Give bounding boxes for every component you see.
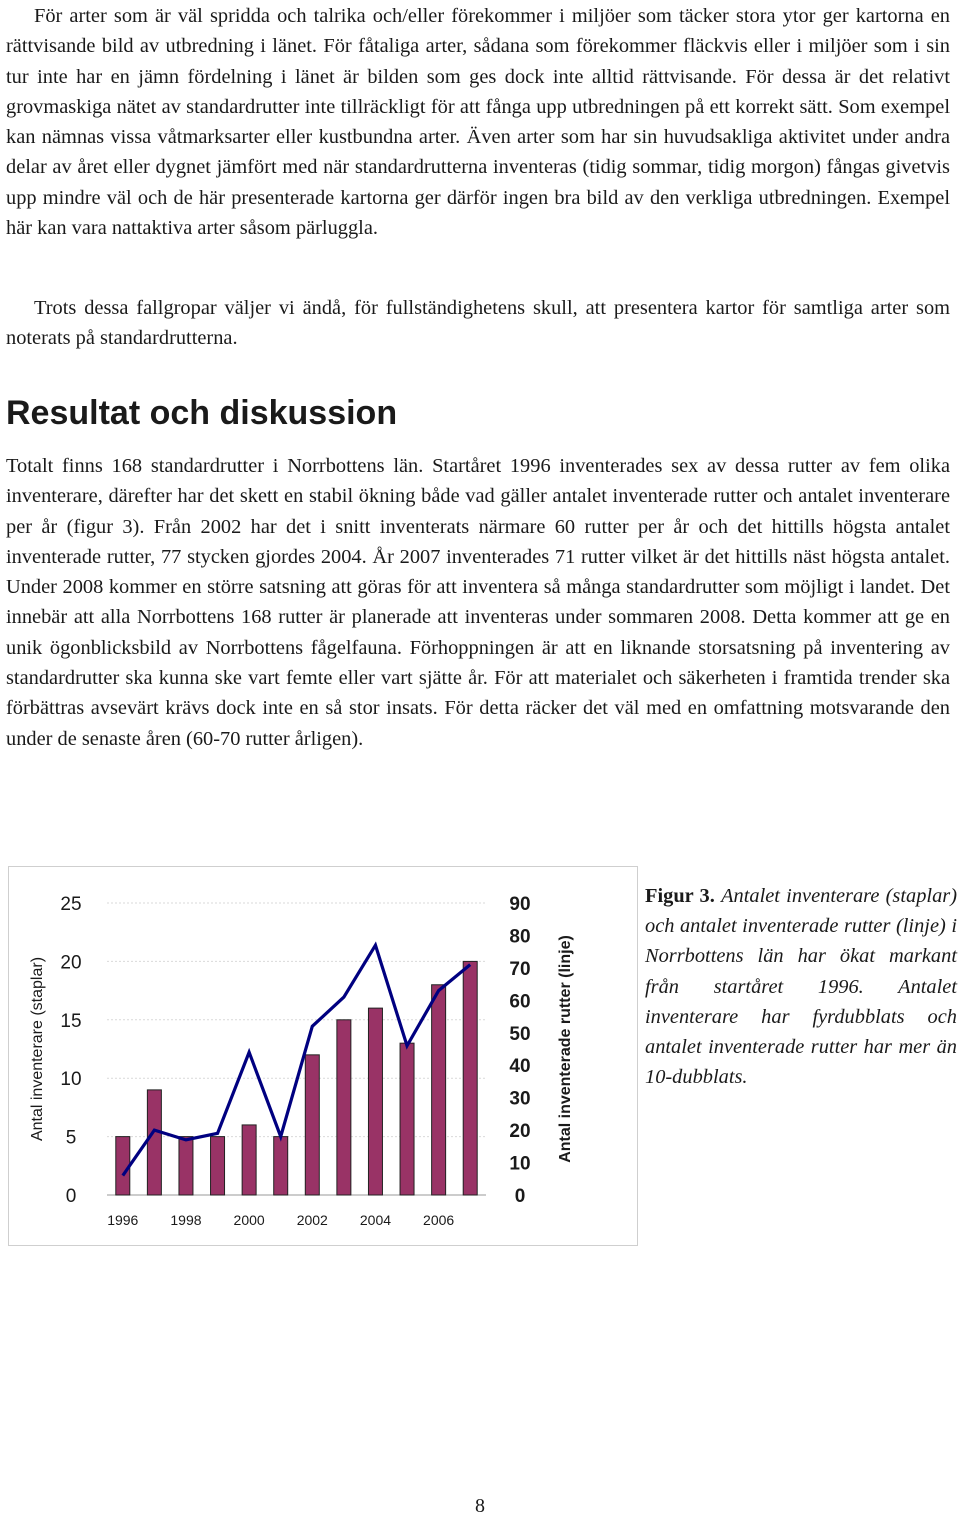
left-tick-label: 25 xyxy=(60,894,82,915)
right-tick-label: 0 xyxy=(514,1186,526,1207)
paragraph-species-coverage: För arter som är väl spridda och talrika och/eller förekommer i miljöer som täcker stora ytor ger kartorna en rättvisande bild av utbredning i länet. För fåtaliga arter, sådana som förekommer fläckvis eller i miljöer som i sin tur inte har en jämn fördelning i länet är bilden som ges dock inte alltid rättvisande. För dessa är det relativt grovmaskiga nätet av standardrutter inte tillräckligt för att fånga upp utbredningen på ett korrekt sätt. Som exempel kan nämnas vissa våtmarksarter eller kustbundna arter. Även arter som har sin huvudsakliga aktivitet under andra delar av året eller dygnet jämfört med när standardrutterna inventeras (tidig sommar, tidig morgon) fångas givetvis upp mindre väl och de här presenterade kartorna ger därför ingen bra bild av den verkliga utbredningen. Exempel här kan vara nattaktiva arter såsom pärluggla. xyxy=(6,5,950,240)
right-tick-label: 60 xyxy=(509,991,531,1013)
bar xyxy=(211,1137,225,1195)
section-heading: Resultat och diskussion xyxy=(6,394,398,432)
figure-3-chart xyxy=(8,866,638,1246)
bar xyxy=(368,1008,382,1195)
chart-svg xyxy=(9,867,637,1245)
left-tick-label: 15 xyxy=(60,1010,82,1032)
bar xyxy=(242,1125,256,1195)
left-tick-label: 20 xyxy=(60,952,82,974)
right-tick-label: 40 xyxy=(509,1056,531,1078)
x-tick-label: 2006 xyxy=(423,1212,455,1228)
bar xyxy=(305,1055,319,1195)
right-tick-label: 30 xyxy=(509,1088,531,1110)
x-tick-label: 1998 xyxy=(170,1212,202,1228)
right-axis-title: Antal inventerade rutter (linje) xyxy=(557,935,574,1163)
x-tick-label: 2004 xyxy=(359,1212,392,1228)
bar xyxy=(463,961,477,1195)
x-tick-label: 1996 xyxy=(107,1212,139,1228)
right-tick-label: 50 xyxy=(509,1023,531,1045)
right-tick-label: 10 xyxy=(509,1153,531,1175)
x-tick-label: 2000 xyxy=(233,1212,265,1228)
bar xyxy=(432,985,446,1195)
right-tick-label: 70 xyxy=(509,958,531,980)
left-tick-label: 5 xyxy=(65,1127,77,1149)
paragraph-results: Totalt finns 168 standardrutter i Norrbottens län. Startåret 1996 inventerades sex av dessa rutter av fem olika inventerare, därefter har det skett en stabil ökning både vad gäller antalet inventerade rutter och antalet inventerare per år (figur 3). Från 2002 har det i snitt inventerats närmare 60 rutter per år och det hittills högsta antalet inventerade rutter, 77 stycken gjordes 2004. År 2007 inventerades 71 rutter vilket är det hittills näst högsta antalet. Under 2008 kommer en större satsning att göras för att inventera så många standardrutter som möjligt i landet. Det innebär att alla Norrbottens 168 rutter är planerade att inventeras under sommaren 2008. Detta kommer att ge en unik ögonblicksbild av Norrbottens fågelfauna. Förhoppningen är att en liknande storsatsning på inventering av standardrutter ska kunna ske vart femte eller vart sjätte år. För att materialet och säkerheten i framtida trender ska förbättras avsevärt krävs dock inte en så stor insats. För detta räcker det väl med en omfattning motsvarande den under de senaste åren (60-70 rutter årligen). xyxy=(6,455,950,750)
bar xyxy=(147,1090,161,1195)
figure-caption-text: Antalet inventerare (staplar) och antalet inventerade rutter (linje) i Norrbottens län har ökat markant från startåret 1996. Antalet inventerare har fyrdubblats och antalet inventerade rutter har mer än 10-dubblats. xyxy=(645,885,957,1089)
right-tick-label: 80 xyxy=(509,926,531,948)
bar xyxy=(179,1137,193,1195)
figure-label: Figur 3. xyxy=(645,885,715,907)
figure-caption xyxy=(645,881,957,1092)
page-number: 8 xyxy=(475,1495,485,1517)
right-tick-label: 20 xyxy=(509,1121,531,1143)
left-tick-label: 10 xyxy=(60,1069,82,1091)
bar xyxy=(400,1043,414,1195)
routes-line xyxy=(123,945,470,1175)
paragraph-pitfalls: Trots dessa fallgropar väljer vi ändå, för fullständighetens skull, att presentera kartor för samtliga arter som noterats på standardrutterna. xyxy=(6,297,950,350)
right-tick-label: 90 xyxy=(509,894,531,915)
x-tick-label: 2002 xyxy=(296,1212,328,1228)
left-axis-title: Antal inventerare (staplar) xyxy=(29,956,46,1142)
left-tick-label: 0 xyxy=(65,1186,77,1207)
bar xyxy=(274,1137,288,1195)
bar xyxy=(337,1020,351,1195)
